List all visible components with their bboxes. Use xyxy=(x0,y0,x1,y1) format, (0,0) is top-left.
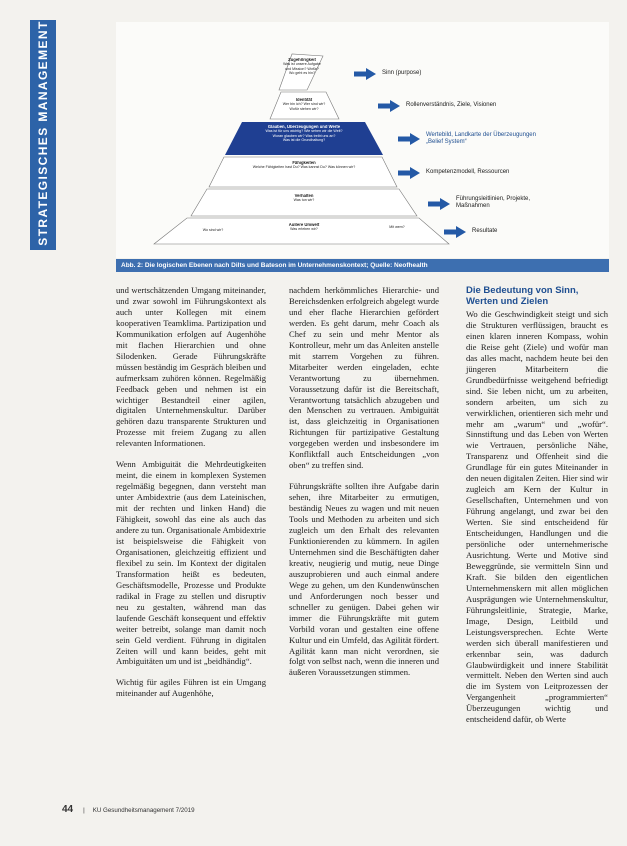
level-1-text xyxy=(272,58,332,76)
level-6-label: Resultate xyxy=(472,228,498,234)
section-heading: Die Bedeutung von Sinn, Werten und Zielen xyxy=(466,285,579,307)
level-1-line: Wo geht es hin? xyxy=(289,71,315,76)
level-6-side-left: Wo sind wir? xyxy=(202,228,224,232)
level-2-text xyxy=(266,98,342,111)
level-4-text xyxy=(228,161,380,170)
level-3-title: Glauben, Überzeugungen und Werte xyxy=(267,125,341,129)
paragraph: Wenn Ambiguität die Mehrdeutigkeiten meint, die einem in komplexen Systemen regelmäßig begegnen, dann versteht man unter Ambidextrie (aus dem Lateinischen, mit der rechten und linken Hand) die Fähigkeit, sowohl das eine als auch das andere zu tun. Organisationale Ambidextrie ist beispielsweise die Fähigkeit von Organisationen, gleichzeitig effizient und flexibel zu sein. Im Kontext der digitalen Transformation heißt es bedeuten, Geschäftsmodelle, Prozesse und Produkte radikal in Frage zu stellen und disruptiv neu zu gestalten, während man das laufende Geschäft konsequent und effektiv weiter betreibt, solange man damit noch sein Geld verdient. Führung in digitalen Zeiten will und kann beides, geht mit Ambiguitäten um und ist „beidhändig“. xyxy=(116,459,266,667)
figure-caption: Abb. 2: Die logischen Ebenen nach Dilts und Bateson im Unternehmenskontext; Quelle: Neofhealth xyxy=(116,259,609,272)
level-5-text xyxy=(242,194,366,203)
level-2-title: Identität xyxy=(295,98,313,102)
level-3-line: Woran glauben wir? Was treibt uns an? xyxy=(272,133,336,138)
page-number: 44 xyxy=(62,804,74,815)
paragraph: Führungskräfte sollten ihre Aufgabe darin sehen, ihre Mitarbeiter zu ermutigen, beständig Neues zu wagen und mit neuen Tools und Methoden zu arbeiten und sich zugleich um den Erhalt des relevanten Funktionierenden zu kümmern. In agilen Unternehmen sind die Beschäftigten daher kreativ, neugierig und mutig, neue Dinge auszuprobieren und auch einmal andere Wege zu gehen, um den Kundenwünschen und Anforderungen noch besser und schneller zu genügen. Dabei gehen wir immer die Führungskräfte mit gutem Vorbild voran und gestalten eine offene Kultur und ein Umfeld, das Agilität fördert. Agilität kann man nicht verordnen, sie folgt von selbst nach, wenn die inneren und äußeren Voraussetzungen stimmen. xyxy=(289,481,439,678)
level-3-line: Was ist für uns wichtig? Wie sehen wir die Welt? xyxy=(265,129,343,134)
text-column-2 xyxy=(289,285,439,678)
level-1-title: Zugehörigkeit xyxy=(288,58,316,62)
level-4-label: Kompetenzmodell, Ressourcen xyxy=(426,169,510,175)
level-5-label: Führungsleitlinien, Projekte, Maßnahmen xyxy=(456,196,531,210)
footer-separator: | xyxy=(83,807,85,814)
level-6-text xyxy=(262,223,346,232)
arrow-right-icon xyxy=(398,133,420,145)
level-6-side-right: Mit wem? xyxy=(389,225,405,229)
arrow-right-icon xyxy=(444,226,466,238)
level-3-line: Was ist die Grundhaltung? xyxy=(282,138,326,143)
level-3-label: Wertebild, Landkarte der Überzeugungen „Belief System“ xyxy=(426,132,536,146)
level-1-label: Sinn (purpose) xyxy=(382,70,422,76)
level-1-line: und Mission? Wofür? xyxy=(285,66,319,71)
level-4-line: Welche Fähigkeiten hast Du? Was kannst Du? Was können wir? xyxy=(252,165,356,170)
level-5-title: Verhalten xyxy=(294,194,314,198)
section-label: STRATEGISCHES MANAGEMENT xyxy=(36,20,50,246)
level-2-line: Wofür stehen wir? xyxy=(289,106,319,111)
level-3-text xyxy=(246,125,362,143)
level-6-title: Äußere Umwelt xyxy=(288,223,320,227)
pyramid-figure xyxy=(116,22,609,258)
paragraph: Wo die Geschwindigkeit steigt und sich die Strukturen verflüssigen, braucht es einen klaren inneren Kompass, wohin die Reise geht (Ziele) und wofür man das alles macht, nachdem heute bei den jüngeren Mitarbeitern die Grundbedürfnisse weitgehend befriedigt sind. Sie leben nicht, um zu arbeiten, sondern arbeiten, um sich zu verwirklichen, orientieren sich mehr und mehr am „warum“ und „wofür“. Sinnstiftung und das Leben von Werten wie Vertrauen, persönliche Nähe, Transparenz und Offenheit sind die Grundlage für ein gutes Miteinander in den neuen digitalen Zeiten. Hier sind wir zugleich am Kern der Kultur in Gesellschaften, Unternehmen und von Führung angelangt, und zwar bei den Werten. Sie sind entscheidend für Entscheidungen, Handlungen und die persönliche oder unternehmerische Ausrichtung. Werte und Motive sind Beweggründe, sie vermitteln Sinn und Kraft. Sie bilden den eigentlichen Unternehmenskern mit allen möglichen Ausprägungen wie Unternehmenskultur, Führungsleitlinie, Strategie, Marke, Image, Design, Leitbild und Leistungsversprechen. Echte Werte werden sich überall manifestieren und erkennbar sein, was dadurch Glaubwürdigkeit und innere Stabilität vermittelt. Neben den Werten sind auch die im System von Leitprozessen der Vergangenheit „programmierten“ Überzeugungen wichtig und entscheidend dafür, ob Werte xyxy=(466,309,608,725)
level-2-label: Rollenverständnis, Ziele, Visionen xyxy=(406,102,497,108)
arrow-right-icon xyxy=(378,100,400,112)
level-2-line: Wer bin ich? Wer sind wir? xyxy=(282,102,326,107)
publication-name: KU Gesundheitsmanagement 7/2019 xyxy=(92,807,195,814)
level-6-line: Was erleben wir? xyxy=(290,227,318,232)
arrow-right-icon xyxy=(354,68,376,80)
arrow-right-icon xyxy=(398,167,420,179)
paragraph: und wertschätzenden Umgang miteinander, und zwar sowohl im Führungskontext als auch unter Kollegen mit einem kooperativen Teamklima. Partizipation und Kommunikation erfolgen auf Augenhöhe mit flachen Hierarchien und ohne Silodenken. Gerade Führungskräfte müssen beständig im Gespräch bleiben und aufmerksam zuhören können. Regelmäßig Feedback geben und nehmen ist ein wichtiger Bestandteil einer agilen, digitalen Unternehmenskultur. Darüber gehören dazu transparente Strukturen und Prozesse mit freiem Zugang zu allen relevanten Informationen. xyxy=(116,285,266,449)
page-footer xyxy=(62,804,195,815)
level-4-title: Fähigkeiten xyxy=(292,161,316,165)
level-1-line: Was ist unsere Aufgabe xyxy=(283,62,321,67)
level-5-line: Was tun wir? xyxy=(293,198,315,203)
text-column-3 xyxy=(466,285,608,725)
arrow-right-icon xyxy=(428,198,450,210)
text-column-1 xyxy=(116,285,266,699)
paragraph: nachdem herkömmliches Hierarchie- und Bereichsdenken erfolgreich abgelegt wurde und eher flache Hierarchien gefördert werden. Es geht darum, mehr Coach als Chef zu sein und mehr Mentor als Kontrolleur, mehr um das Anleiten anstelle mit starrem Vorgehen zu führen. Mitarbeiter werden eingeladen, echte Verantwortung zu übernehmen. Voraussetzung dafür ist die Bereitschaft, Verantwortung tatsächlich abzugeben und den Menschen zu vertrauen. Ambiguität ist, dass gleichzeitig in Organisationen Richtungen für partizipative Gestaltung vorgegeben werden und insbesondere im Konfliktfall auch Entscheidungen „von oben“ zu treffen sind. xyxy=(289,285,439,471)
paragraph: Wichtig für agiles Führen ist ein Umgang miteinander auf Augenhöhe, xyxy=(116,677,266,699)
